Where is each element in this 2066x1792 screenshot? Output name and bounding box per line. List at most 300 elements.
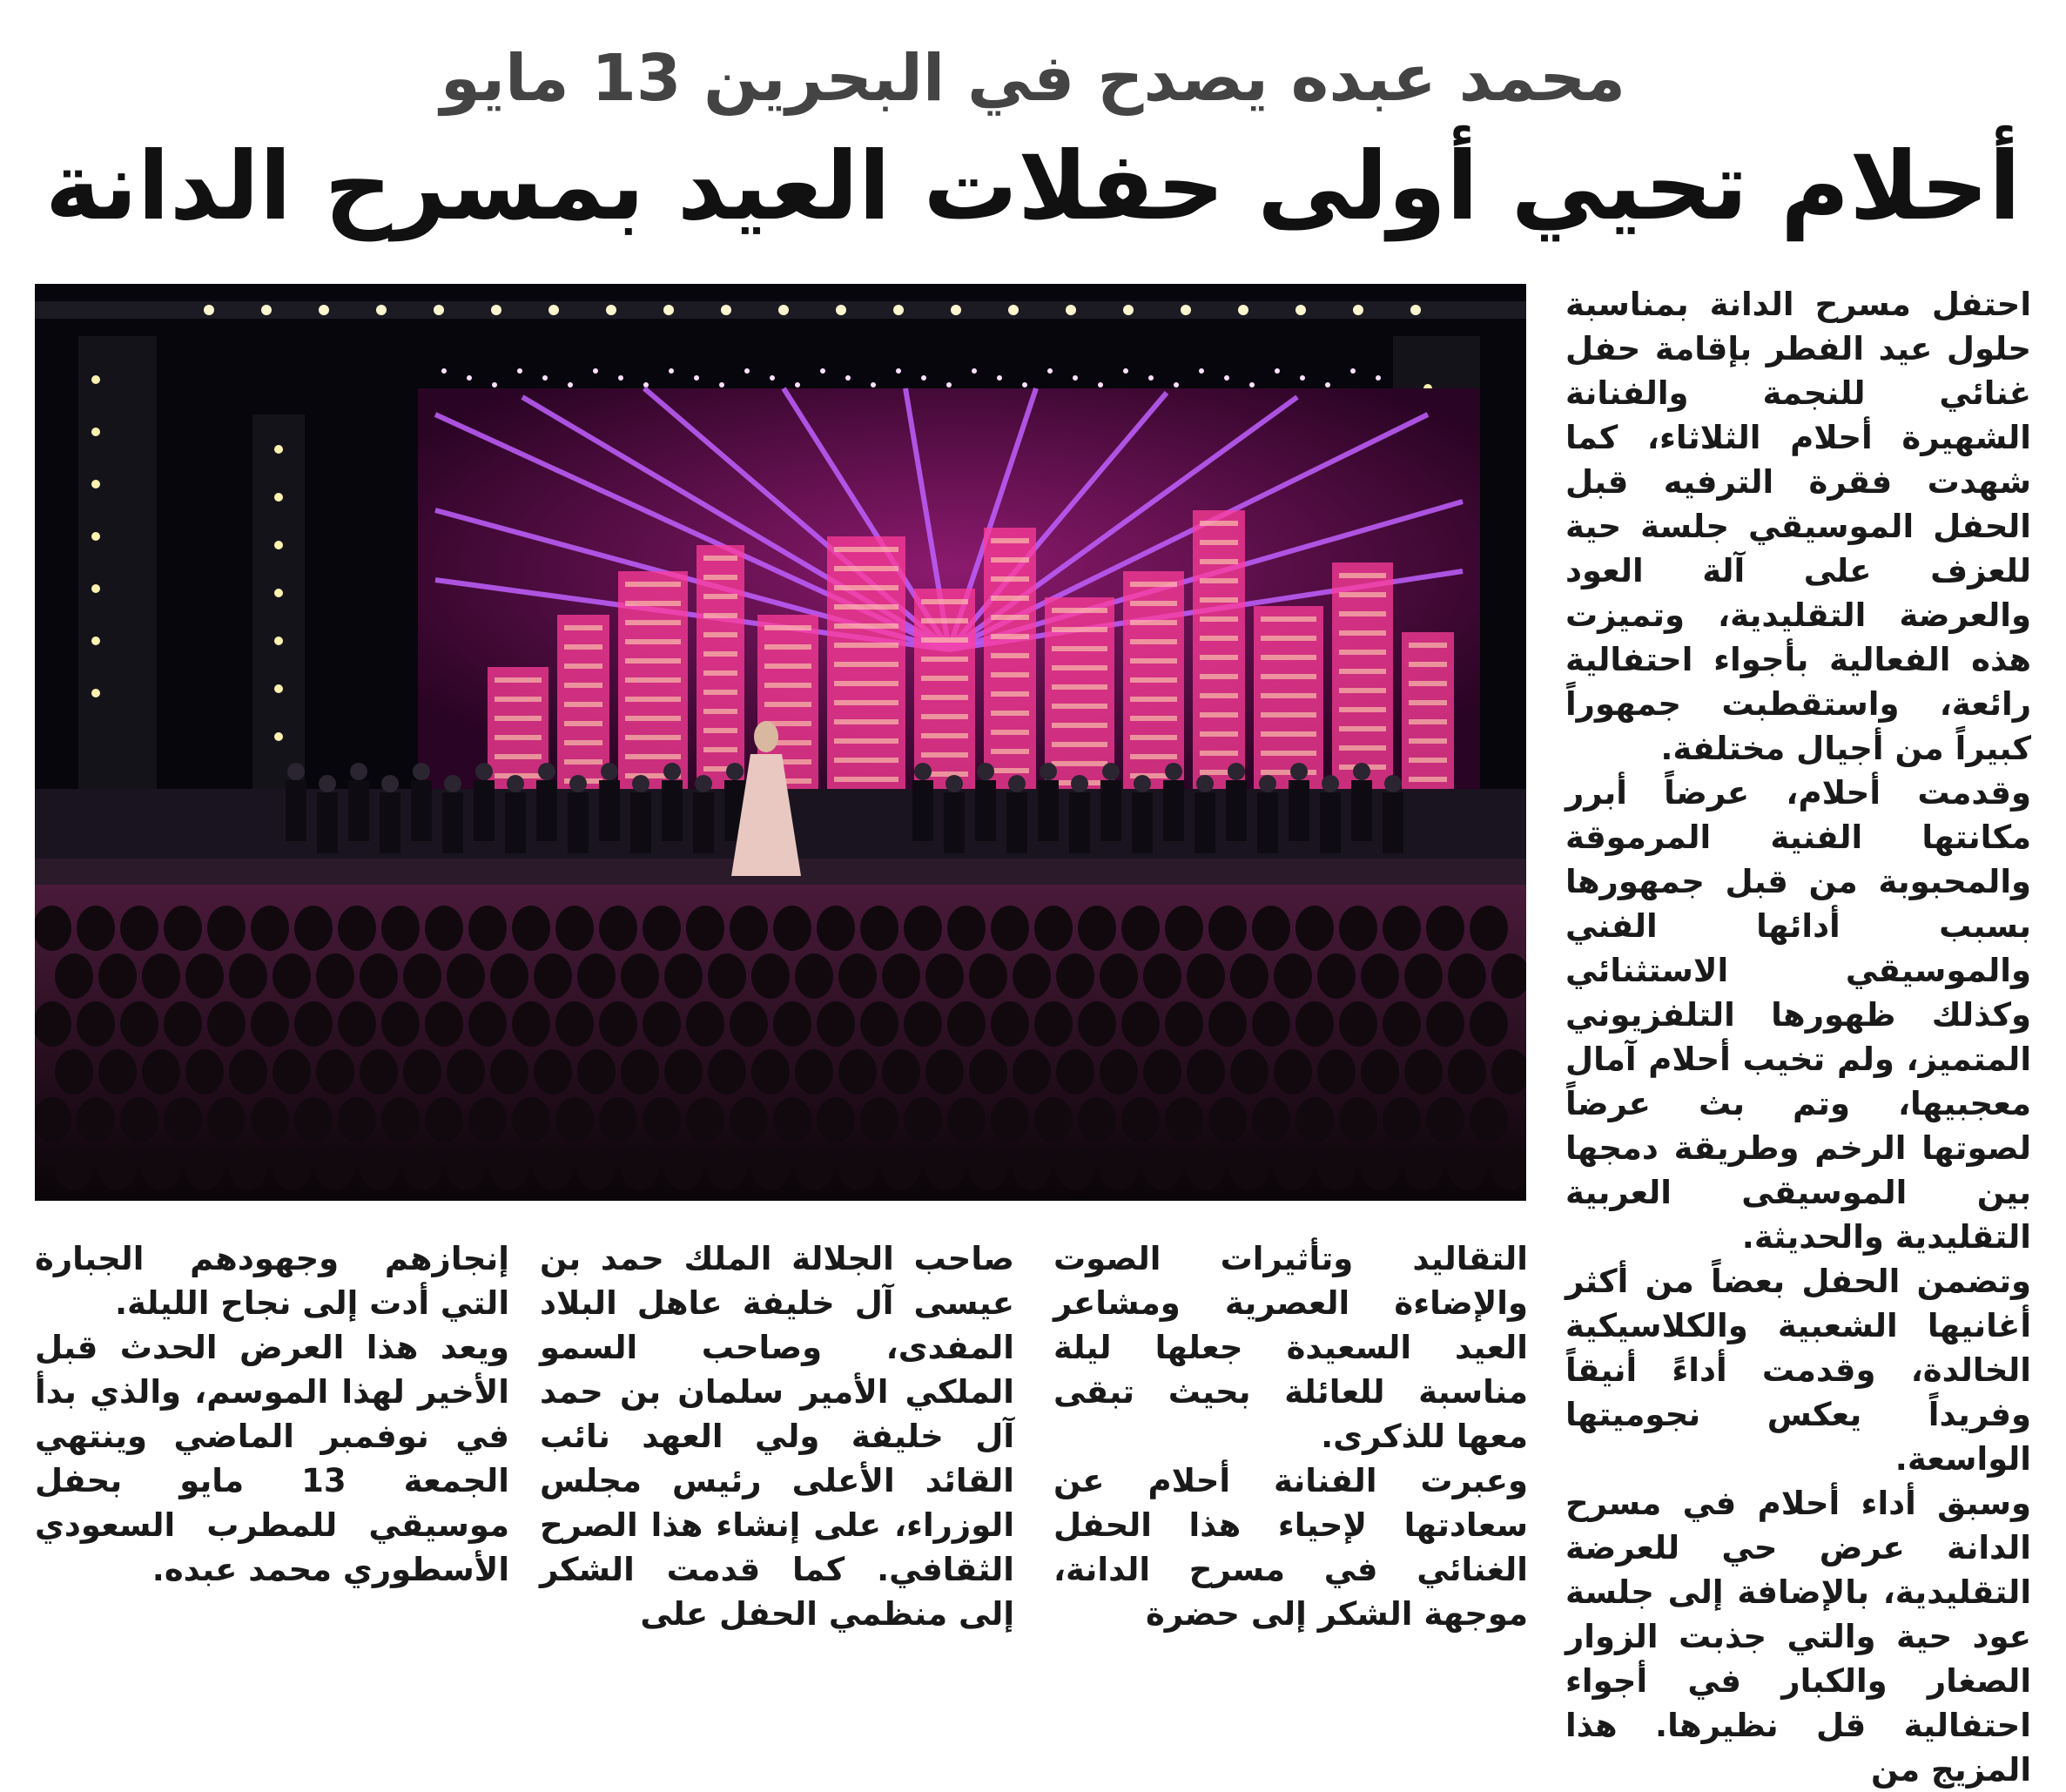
building-window-row xyxy=(834,585,898,590)
building-window-row xyxy=(495,735,542,740)
singer-head xyxy=(754,721,778,752)
audience-head xyxy=(621,953,659,999)
audience-head xyxy=(512,906,550,951)
building-window-row xyxy=(1409,758,1447,763)
audience-head xyxy=(1383,906,1421,951)
audience-head xyxy=(1100,953,1138,999)
audience-head xyxy=(468,1001,507,1047)
audience-head xyxy=(98,1145,137,1190)
audience-head xyxy=(838,1049,877,1095)
building-window-row xyxy=(1261,712,1316,717)
musician-head xyxy=(413,763,430,780)
ceiling-light xyxy=(778,305,789,315)
building-window-row xyxy=(1409,777,1447,782)
building-window-row xyxy=(921,657,968,662)
audience-head xyxy=(142,1145,180,1190)
audience-head xyxy=(1121,1001,1160,1047)
musician-body xyxy=(286,780,306,841)
tower-light xyxy=(91,584,100,593)
article-column-right xyxy=(1565,282,2031,1789)
ceiling-light xyxy=(1376,375,1381,381)
audience-head xyxy=(1339,1001,1377,1047)
building-window-row xyxy=(1339,630,1386,636)
building-window-row xyxy=(564,721,602,726)
ceiling-light xyxy=(1123,305,1134,315)
building-window-row xyxy=(991,672,1029,677)
musician-head xyxy=(381,775,399,792)
ceiling-light xyxy=(972,368,977,374)
audience-head xyxy=(1317,953,1356,999)
building-window-row xyxy=(1261,655,1316,660)
musician-body xyxy=(317,792,338,853)
building-window-row xyxy=(564,644,602,650)
audience-head xyxy=(360,1049,398,1095)
tower-light xyxy=(91,689,100,697)
building-window-row xyxy=(703,575,737,580)
tower-light xyxy=(91,532,100,541)
building-window-row xyxy=(1200,559,1238,564)
audience-head xyxy=(904,1001,942,1047)
building-window-row xyxy=(764,702,811,707)
building-window-row xyxy=(991,538,1029,543)
musician-body xyxy=(662,780,683,841)
concert-photo-illustration xyxy=(35,284,1526,1201)
ceiling-light xyxy=(517,368,522,374)
musician-head xyxy=(569,775,587,792)
musician-body xyxy=(1195,792,1215,853)
audience-head xyxy=(925,1049,964,1095)
audience-head xyxy=(577,1145,616,1190)
building-window-row xyxy=(834,738,898,744)
paragraph: صاحب الجلالة الملك حمد بن عيسى آل خليفة عاهل البلاد المفدى، وصاحب السمو الملكي الأمير سلمان بن حمد آل خليفة ولي العهد نائب القائد الأعلى رئيس مجلس الوزراء، على إنشاء هذا الصرح الثقافي. كما قدمت الشكر إلى منظمي الحفل على xyxy=(540,1240,1014,1633)
paragraph: وسبق أداء أحلام في مسرح الدانة عرض حي للعرضة التقليدية، بالإضافة إلى جلسة عود حية والتي جذبت الزوار الصغار والكبار في أجواء احتفالية قل نظيرها. هذا المزيج من xyxy=(1565,1485,2031,1789)
audience-head xyxy=(381,1097,420,1142)
musician-head xyxy=(319,775,336,792)
ceiling-light xyxy=(997,375,1002,381)
musician-body xyxy=(1351,780,1372,841)
building-window-row xyxy=(1130,754,1177,759)
audience-head xyxy=(490,1049,528,1095)
audience-head xyxy=(1013,1049,1051,1095)
audience-head xyxy=(1252,1001,1290,1047)
musician-body xyxy=(599,780,620,841)
building-window-row xyxy=(703,613,737,618)
audience-head xyxy=(35,906,71,951)
audience-head xyxy=(1470,1001,1508,1047)
building-window-row xyxy=(703,670,737,676)
audience-head xyxy=(969,953,1007,999)
audience-head xyxy=(817,906,855,951)
building-window-row xyxy=(1339,592,1386,597)
building-window-row xyxy=(703,556,737,561)
building-window-row xyxy=(564,740,602,745)
audience-head xyxy=(947,1001,986,1047)
building-window-row xyxy=(1052,646,1107,651)
audience-head xyxy=(882,953,920,999)
building-window-row xyxy=(764,683,811,688)
audience-head xyxy=(120,1001,158,1047)
musician-head xyxy=(475,763,493,780)
ceiling-light xyxy=(1047,368,1053,374)
audience-head xyxy=(1165,1097,1203,1142)
musician-head xyxy=(350,763,367,780)
building-window-row xyxy=(1052,684,1107,690)
building-window-row xyxy=(625,582,681,587)
audience-head xyxy=(1361,953,1399,999)
building-window-row xyxy=(834,604,898,610)
audience-head xyxy=(468,1097,507,1142)
audience-head xyxy=(447,1049,485,1095)
building-window-row xyxy=(921,752,968,758)
building-window-row xyxy=(1409,700,1447,705)
audience-head xyxy=(207,1097,246,1142)
audience-head xyxy=(1187,1049,1225,1095)
building-window-row xyxy=(703,690,737,695)
musician-body xyxy=(1289,780,1309,841)
building-window-row xyxy=(625,639,681,644)
musician-head xyxy=(726,763,744,780)
paragraph: التقاليد وتأثيرات الصوت والإضاءة العصرية ومشاعر العيد السعيدة جعلها ليلة مناسبة للعائلة بحيث تبقى معها للذكرى. xyxy=(1053,1240,1528,1455)
building-window-row xyxy=(1130,582,1177,587)
ceiling-light xyxy=(770,375,775,381)
ceiling-light xyxy=(1238,305,1248,315)
audience-head xyxy=(512,1097,550,1142)
audience-head xyxy=(294,1001,333,1047)
audience-head xyxy=(185,953,224,999)
audience-head xyxy=(316,1145,354,1190)
audience-head xyxy=(795,1049,833,1095)
audience-head xyxy=(77,1001,115,1047)
building-window-row xyxy=(764,644,811,650)
audience-head xyxy=(142,953,180,999)
audience-head xyxy=(555,1001,594,1047)
audience-head xyxy=(686,1097,724,1142)
building-window-row xyxy=(991,749,1029,754)
building-window-row xyxy=(921,733,968,738)
musician-body xyxy=(568,792,589,853)
musician-body xyxy=(1038,780,1059,841)
ceiling-light xyxy=(441,368,447,374)
audience-head xyxy=(55,1049,93,1095)
audience-head xyxy=(1404,1145,1443,1190)
audience-head xyxy=(1100,1049,1138,1095)
building-window-row xyxy=(1339,707,1386,712)
tower-light xyxy=(91,428,100,436)
audience-head xyxy=(882,1049,920,1095)
audience-head xyxy=(1208,1097,1247,1142)
musician-head xyxy=(538,763,555,780)
building-window-row xyxy=(1200,712,1238,717)
building-window-row xyxy=(1130,697,1177,702)
building-window-row xyxy=(921,695,968,700)
audience-head xyxy=(35,1097,71,1142)
audience-head xyxy=(860,906,898,951)
audience-head xyxy=(925,1145,964,1190)
audience-head xyxy=(621,1049,659,1095)
ceiling-light xyxy=(1300,375,1305,381)
building-window-row xyxy=(1261,636,1316,641)
ceiling-light xyxy=(669,368,674,374)
ceiling-light xyxy=(491,305,501,315)
ceiling-light xyxy=(1073,375,1078,381)
building-window-row xyxy=(991,576,1029,582)
article-column-bottom-1 xyxy=(1053,1236,1528,1636)
ceiling-light xyxy=(744,368,750,374)
building-window-row xyxy=(1200,731,1238,737)
building-window-row xyxy=(703,594,737,599)
ceiling-light xyxy=(694,375,699,381)
building-window-row xyxy=(1261,616,1316,622)
audience-head xyxy=(403,1145,441,1190)
ceiling-light xyxy=(1295,305,1306,315)
audience-head xyxy=(1317,1145,1356,1190)
building-window-row xyxy=(1339,611,1386,616)
ceiling-light xyxy=(1148,375,1154,381)
audience-head xyxy=(643,1001,681,1047)
building-window-row xyxy=(1339,650,1386,655)
article-headline: أحلام تحيي أولى حفلات العيد بمسرح الدانة xyxy=(44,132,2022,241)
building-window-row xyxy=(1261,770,1316,775)
musician-head xyxy=(1040,763,1057,780)
musician-head xyxy=(287,763,305,780)
audience-head xyxy=(338,906,376,951)
ceiling-light xyxy=(542,375,548,381)
audience-head xyxy=(251,906,289,951)
audience-head xyxy=(991,1001,1029,1047)
audience-head xyxy=(512,1001,550,1047)
audience-head xyxy=(1187,953,1225,999)
audience-head xyxy=(1056,953,1094,999)
skyline-building xyxy=(1193,510,1245,789)
audience-head xyxy=(991,906,1029,951)
audience-head xyxy=(251,1001,289,1047)
audience-head xyxy=(1230,953,1269,999)
building-window-row xyxy=(495,677,542,683)
musician-body xyxy=(474,780,495,841)
audience-head xyxy=(425,1097,463,1142)
ceiling-light xyxy=(820,368,825,374)
building-window-row xyxy=(764,625,811,630)
left-tower xyxy=(78,336,157,789)
audience-head xyxy=(1274,1145,1312,1190)
audience-head xyxy=(1230,1145,1269,1190)
audience-head xyxy=(381,906,420,951)
audience-head xyxy=(664,953,703,999)
audience-head xyxy=(1056,1145,1094,1190)
ceiling-light xyxy=(1098,382,1103,387)
building-window-row xyxy=(991,634,1029,639)
building-window-row xyxy=(1200,521,1238,526)
musician-body xyxy=(944,792,965,853)
ceiling-light xyxy=(204,305,214,315)
audience-head xyxy=(229,953,267,999)
ceiling-light xyxy=(1353,305,1363,315)
audience-head xyxy=(838,1145,877,1190)
audience-head xyxy=(185,1049,224,1095)
building-window-row xyxy=(625,716,681,721)
audience-head xyxy=(251,1097,289,1142)
audience-head xyxy=(817,1097,855,1142)
audience-head xyxy=(1056,1049,1094,1095)
musician-body xyxy=(1132,792,1153,853)
musician-body xyxy=(348,780,369,841)
audience-head xyxy=(577,953,616,999)
audience-head xyxy=(1252,1097,1290,1142)
building-window-row xyxy=(991,653,1029,658)
building-window-row xyxy=(764,664,811,669)
audience-head xyxy=(795,953,833,999)
musician-head xyxy=(444,775,461,792)
building-window-row xyxy=(834,681,898,686)
audience-head xyxy=(1078,906,1116,951)
audience-head xyxy=(164,906,202,951)
audience-head xyxy=(1361,1049,1399,1095)
ceiling-light xyxy=(1181,305,1191,315)
musician-body xyxy=(1100,780,1121,841)
audience-head xyxy=(1165,906,1203,951)
musician-body xyxy=(536,780,557,841)
audience-head xyxy=(164,1001,202,1047)
tower-light xyxy=(274,493,283,502)
audience-head xyxy=(1404,1049,1443,1095)
building-window-row xyxy=(625,601,681,606)
building-window-row xyxy=(1130,677,1177,683)
ceiling-light xyxy=(1066,305,1076,315)
ceiling-light xyxy=(492,382,497,387)
musician-body xyxy=(1069,792,1090,853)
audience-head xyxy=(947,1097,986,1142)
audience-head xyxy=(273,953,311,999)
musician-body xyxy=(505,792,526,853)
building-window-row xyxy=(1409,738,1447,744)
tower-light xyxy=(91,637,100,645)
building-window-row xyxy=(1200,693,1238,698)
building-window-row xyxy=(1200,751,1238,756)
audience-head xyxy=(77,1097,115,1142)
tower-light xyxy=(91,480,100,488)
building-window-row xyxy=(1052,742,1107,747)
audience-head xyxy=(1100,1145,1138,1190)
audience-head xyxy=(77,906,115,951)
audience-head xyxy=(1383,1001,1421,1047)
musician-body xyxy=(1163,780,1184,841)
audience-head xyxy=(969,1145,1007,1190)
audience-head xyxy=(534,1049,572,1095)
audience-head xyxy=(708,1049,746,1095)
ceiling-light xyxy=(606,305,616,315)
building-window-row xyxy=(991,730,1029,735)
building-window-row xyxy=(625,620,681,625)
musician-head xyxy=(1384,775,1402,792)
building-window-row xyxy=(1261,731,1316,737)
audience-head xyxy=(555,906,594,951)
audience-head xyxy=(207,906,246,951)
musician-body xyxy=(693,792,714,853)
audience-head xyxy=(730,906,768,951)
audience-head xyxy=(425,906,463,951)
audience-head xyxy=(381,1001,420,1047)
ceiling-light xyxy=(593,368,598,374)
building-window-row xyxy=(1200,636,1238,641)
building-window-row xyxy=(991,691,1029,697)
building-window-row xyxy=(1130,620,1177,625)
building-window-row xyxy=(1200,597,1238,603)
audience-head xyxy=(120,906,158,951)
audience-head xyxy=(1034,906,1073,951)
building-window-row xyxy=(991,557,1029,563)
audience-head xyxy=(185,1145,224,1190)
musician-body xyxy=(630,792,651,853)
ceiling-light xyxy=(845,375,851,381)
audience-head xyxy=(1317,1049,1356,1095)
tower-light xyxy=(274,637,283,645)
audience-head xyxy=(534,1145,572,1190)
audience-head xyxy=(751,1049,790,1095)
audience-head xyxy=(1295,1097,1334,1142)
building-window-row xyxy=(703,728,737,733)
audience-head xyxy=(599,1001,637,1047)
audience-head xyxy=(773,1001,811,1047)
audience-head xyxy=(1448,953,1486,999)
musician-head xyxy=(632,775,649,792)
building-window-row xyxy=(625,735,681,740)
audience-head xyxy=(686,906,724,951)
building-window-row xyxy=(834,643,898,648)
ceiling-light xyxy=(261,305,272,315)
musician-head xyxy=(663,763,681,780)
audience-head xyxy=(1274,1049,1312,1095)
ceiling-light xyxy=(1275,368,1280,374)
audience-head xyxy=(294,1097,333,1142)
ceiling-light xyxy=(1008,305,1019,315)
audience-head xyxy=(55,1145,93,1190)
ceiling-light xyxy=(1199,368,1204,374)
ceiling-light xyxy=(319,305,329,315)
musician-head xyxy=(1008,775,1026,792)
audience-head xyxy=(1448,1145,1486,1190)
audience-head xyxy=(35,1001,71,1047)
building-window-row xyxy=(991,768,1029,773)
audience-head xyxy=(751,953,790,999)
building-window-row xyxy=(564,702,602,707)
building-window-row xyxy=(1130,658,1177,664)
audience-head xyxy=(555,1097,594,1142)
audience-head xyxy=(1339,1097,1377,1142)
building-window-row xyxy=(495,754,542,759)
paragraph: وتضمن الحفل بعضاً من أكثر أغانيها الشعبية والكلاسيكية الخالدة، وقدمت أداءً أنيقاً وفريداً يعكس نجوميتها الواسعة. xyxy=(1565,1263,2031,1478)
building-window-row xyxy=(1261,674,1316,679)
audience-head xyxy=(751,1145,790,1190)
building-window-row xyxy=(1339,726,1386,731)
building-window-row xyxy=(834,547,898,552)
ceiling-light xyxy=(1249,382,1255,387)
ceiling-light xyxy=(719,382,724,387)
building-window-row xyxy=(834,566,898,571)
audience-head xyxy=(273,1145,311,1190)
audience-head xyxy=(1013,953,1051,999)
musician-body xyxy=(442,792,463,853)
musician-head xyxy=(1071,775,1088,792)
building-window-row xyxy=(921,599,968,604)
paragraph: احتفل مسرح الدانة بمناسبة حلول عيد الفطر بإقامة حفل غنائي للنجمة والفنانة الشهيرة أحلام الثلاثاء، كما شهدت فقرة الترفيه قبل الحفل الموسيقي جلسة حية للعزف على آلة العود والعرضة التقليدية، وتميزت هذه الفعالية بأجواء احتفالية رائعة، واستقطبت جمهوراً كبيراً من أجيال مختلفة. xyxy=(1565,286,2031,767)
ceiling-light xyxy=(871,382,876,387)
audience-head xyxy=(1470,906,1508,951)
audience-head xyxy=(1404,953,1443,999)
musician-body xyxy=(1383,792,1403,853)
audience-head xyxy=(55,953,93,999)
ceiling-light xyxy=(836,305,846,315)
audience-head xyxy=(98,953,137,999)
